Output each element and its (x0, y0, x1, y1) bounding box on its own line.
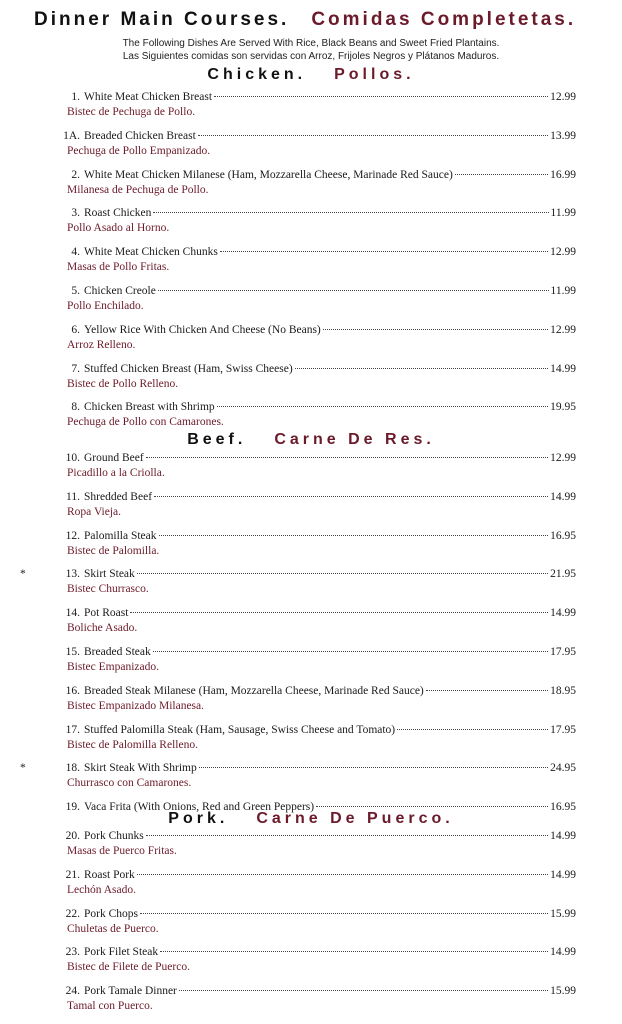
dot-leader (146, 835, 548, 836)
menu-item-price: 14.99 (550, 607, 576, 619)
menu-item (0, 363, 622, 395)
dot-leader (179, 990, 548, 991)
menu-item-spanish-name: Lechón Asado. (67, 884, 136, 896)
menu-item-number: 5. (71, 285, 80, 297)
dot-leader (153, 212, 548, 213)
menu-item-number: 1. (71, 91, 80, 103)
menu-item (0, 568, 622, 600)
menu-item-price: 14.99 (550, 869, 576, 881)
menu-item-name: Pork Chops (84, 908, 138, 920)
menu-item (0, 401, 622, 433)
menu-item (0, 452, 622, 484)
menu-item-number: 3. (71, 207, 80, 219)
menu-item-line (20, 452, 576, 464)
menu-item-name: White Meat Chicken Chunks (84, 246, 218, 258)
menu-item-number: 23. (65, 946, 80, 958)
menu-item-price: 21.95 (550, 568, 576, 580)
menu-item-name: Stuffed Chicken Breast (Ham, Swiss Cheese) (84, 363, 293, 375)
menu-item-line (20, 946, 576, 958)
menu-item-spanish-name: Pechuga de Pollo con Camarones. (67, 416, 224, 428)
dot-leader (199, 767, 548, 768)
menu-item-name: Chicken Creole (84, 285, 156, 297)
menu-item-price: 12.99 (550, 246, 576, 258)
dot-leader (140, 913, 548, 914)
menu-item-name: White Meat Chicken Milanese (Ham, Mozzarella Cheese, Marinade Red Sauce) (84, 169, 453, 181)
menu-item-name: Chicken Breast with Shrimp (84, 401, 215, 413)
section-title-spanish: Carne De Puerco. (256, 810, 454, 827)
menu-item-number: 1A. (63, 130, 80, 142)
menu-item-spanish-name: Masas de Pollo Fritas. (67, 261, 170, 273)
menu-item-spanish-name: Bistec de Pollo Relleno. (67, 378, 179, 390)
menu-item (0, 207, 622, 239)
menu-item-spanish-name: Bistec de Pechuga de Pollo. (67, 106, 196, 118)
menu-item-spanish-name: Pollo Asado al Horno. (67, 222, 170, 234)
menu-item (0, 607, 622, 639)
menu-item-name: White Meat Chicken Breast (84, 91, 213, 103)
dot-leader (316, 806, 548, 807)
menu-item-spanish-name: Churrasco con Camarones. (67, 777, 192, 789)
menu-item-number: 6. (71, 324, 80, 336)
menu-item-line (20, 568, 576, 580)
menu-item-name: Pork Filet Steak (84, 946, 159, 958)
menu-item-price: 17.95 (550, 724, 576, 736)
menu-item-name: Pork Chunks (84, 830, 144, 842)
menu-item-price: 14.99 (550, 946, 576, 958)
dot-leader (153, 651, 548, 652)
menu-item-price: 16.95 (550, 530, 576, 542)
menu-item-line (20, 491, 576, 503)
menu-item-name: Pot Roast (84, 607, 129, 619)
menu-item-spanish-name: Pechuga de Pollo Empanizado. (67, 145, 211, 157)
menu-item-number: 10. (65, 452, 80, 464)
subtitle-spanish: Las Siguientes comidas son servidas con Arroz, Frijoles Negros y Plátanos Maduros. (122, 51, 500, 62)
dot-leader (158, 290, 549, 291)
menu-title (34, 8, 604, 31)
dot-leader (323, 329, 548, 330)
menu-item (0, 130, 622, 162)
menu-item (0, 869, 622, 901)
menu-item-price: 11.99 (550, 285, 576, 297)
menu-item-spanish-name: Tamal con Puerco. (67, 1000, 153, 1012)
menu-item-number: 17. (65, 724, 80, 736)
section-heading (0, 810, 622, 828)
menu-item-line (20, 762, 576, 774)
menu-item (0, 246, 622, 278)
menu-item-number: 12. (65, 530, 80, 542)
menu-item-spanish-name: Bistec Churrasco. (67, 583, 149, 595)
menu-item-name: Roast Chicken (84, 207, 152, 219)
title-spanish: Comidas Completetas. (311, 9, 577, 30)
menu-item-spanish-name: Chuletas de Puerco. (67, 923, 159, 935)
menu-item-line (20, 646, 576, 658)
section-heading (0, 66, 622, 84)
dot-leader (154, 496, 548, 497)
title-english: Dinner Main Courses. (34, 9, 290, 30)
section-title-spanish: Pollos. (334, 66, 415, 83)
menu-item (0, 491, 622, 523)
dot-leader (160, 951, 548, 952)
menu-item-price: 15.99 (550, 908, 576, 920)
menu-item-name: Ground Beef (84, 452, 144, 464)
section-title-english: Beef. (187, 431, 247, 448)
menu-item-line (20, 830, 576, 842)
menu-item-price: 16.99 (550, 169, 576, 181)
menu-item-number: 21. (65, 869, 80, 881)
menu-item-price: 14.99 (550, 363, 576, 375)
menu-item-line (20, 685, 576, 697)
menu-item-number: 15. (65, 646, 80, 658)
menu-item-spanish-name: Bistec de Filete de Puerco. (67, 961, 190, 973)
dot-leader (455, 174, 548, 175)
dot-leader (137, 573, 548, 574)
menu-item-spanish-name: Bistec de Palomilla Relleno. (67, 739, 198, 751)
menu-item (0, 169, 622, 201)
menu-item (0, 724, 622, 756)
dot-leader (220, 251, 548, 252)
menu-item-line (20, 285, 576, 297)
menu-item-line (20, 91, 576, 103)
menu-item-line (20, 607, 576, 619)
menu-item-name: Shredded Beef (84, 491, 153, 503)
menu-item (0, 830, 622, 862)
menu-item-name: Vaca Frita (With Onions, Red and Green Peppers) (84, 801, 315, 813)
menu-item-name: Skirt Steak (84, 568, 135, 580)
dot-leader (426, 690, 548, 691)
menu-item-spanish-name: Milanesa de Pechuga de Pollo. (67, 184, 209, 196)
menu-item-number: 24. (65, 985, 80, 997)
chef-special-star: * (20, 762, 26, 774)
menu-item-number: 19. (65, 801, 80, 813)
menu-item-name: Stuffed Palomilla Steak (Ham, Sausage, Swiss Cheese and Tomato) (84, 724, 396, 736)
menu-item-name: Palomilla Steak (84, 530, 157, 542)
menu-item-price: 15.99 (550, 985, 576, 997)
menu-item-price: 12.99 (550, 324, 576, 336)
menu-item-line (20, 169, 576, 181)
menu-item (0, 91, 622, 123)
menu-item-line (20, 985, 576, 997)
menu-item-spanish-name: Bistec de Palomilla. (67, 545, 160, 557)
menu-item-price: 11.99 (550, 207, 576, 219)
menu-item-number: 2. (71, 169, 80, 181)
menu-item-line (20, 908, 576, 920)
menu-item-price: 17.95 (550, 646, 576, 658)
section-heading (0, 431, 622, 449)
menu-item-price: 12.99 (550, 452, 576, 464)
dot-leader (217, 406, 548, 407)
section-title-english: Chicken. (207, 66, 307, 83)
menu-item-number: 11. (66, 491, 80, 503)
menu-item (0, 762, 622, 794)
section-title-spanish: Carne De Res. (274, 431, 435, 448)
dot-leader (397, 729, 548, 730)
subtitle-english: The Following Dishes Are Served With Rice, Black Beans and Sweet Fried Plantains. (122, 38, 500, 49)
menu-item-price: 24.95 (550, 762, 576, 774)
menu-item-price: 14.99 (550, 830, 576, 842)
menu-item-number: 20. (65, 830, 80, 842)
dot-leader (198, 135, 548, 136)
menu-item-name: Skirt Steak With Shrimp (84, 762, 197, 774)
menu-item-number: 22. (65, 908, 80, 920)
menu-item-name: Breaded Steak (84, 646, 151, 658)
dot-leader (214, 96, 548, 97)
menu-item-number: 18. (65, 762, 80, 774)
menu-item-number: 7. (71, 363, 80, 375)
menu-item-price: 14.99 (550, 491, 576, 503)
menu-item-name: Yellow Rice With Chicken And Cheese (No Beans) (84, 324, 321, 336)
dot-leader (159, 535, 549, 536)
menu-item-line (20, 207, 576, 219)
menu-item-number: 13. (65, 568, 80, 580)
menu-item-spanish-name: Bistec Empanizado Milanesa. (67, 700, 205, 712)
menu-item-spanish-name: Boliche Asado. (67, 622, 138, 634)
dot-leader (130, 612, 548, 613)
menu-item-price: 16.95 (550, 801, 576, 813)
section-title-english: Pork. (168, 810, 229, 827)
menu-item (0, 285, 622, 317)
menu-item-spanish-name: Picadillo a la Criolla. (67, 467, 165, 479)
menu-item-name: Roast Pork (84, 869, 135, 881)
menu-item (0, 908, 622, 940)
menu-item-line (20, 130, 576, 142)
menu-item-spanish-name: Pollo Enchilado. (67, 300, 144, 312)
menu-item-spanish-name: Bistec Empanizado. (67, 661, 159, 673)
menu-item-line (20, 401, 576, 413)
menu-item-price: 19.95 (550, 401, 576, 413)
menu-item-line (20, 869, 576, 881)
menu-item-spanish-name: Masas de Puerco Fritas. (67, 845, 177, 857)
menu-item-line (20, 363, 576, 375)
menu-item-line (20, 324, 576, 336)
menu-item (0, 985, 622, 1017)
menu-item-name: Pork Tamale Dinner (84, 985, 177, 997)
dot-leader (295, 368, 548, 369)
menu-item-name: Breaded Chicken Breast (84, 130, 196, 142)
menu-item-number: 4. (71, 246, 80, 258)
menu-item-number: 8. (71, 401, 80, 413)
dot-leader (137, 874, 548, 875)
chef-special-star: * (20, 568, 26, 580)
menu-item (0, 646, 622, 678)
menu-item-price: 13.99 (550, 130, 576, 142)
menu-item (0, 530, 622, 562)
menu-item-number: 16. (65, 685, 80, 697)
menu-item (0, 946, 622, 978)
dot-leader (146, 457, 548, 458)
menu-item-price: 18.95 (550, 685, 576, 697)
menu-item (0, 685, 622, 717)
menu-item-line (20, 530, 576, 542)
menu-item-price: 12.99 (550, 91, 576, 103)
menu-item-spanish-name: Arroz Relleno. (67, 339, 136, 351)
menu-item-number: 14. (65, 607, 80, 619)
menu-item-line (20, 724, 576, 736)
menu-item-name: Breaded Steak Milanese (Ham, Mozzarella Cheese, Marinade Red Sauce) (84, 685, 424, 697)
menu-item (0, 324, 622, 356)
menu-item-line (20, 246, 576, 258)
menu-item-spanish-name: Ropa Vieja. (67, 506, 122, 518)
